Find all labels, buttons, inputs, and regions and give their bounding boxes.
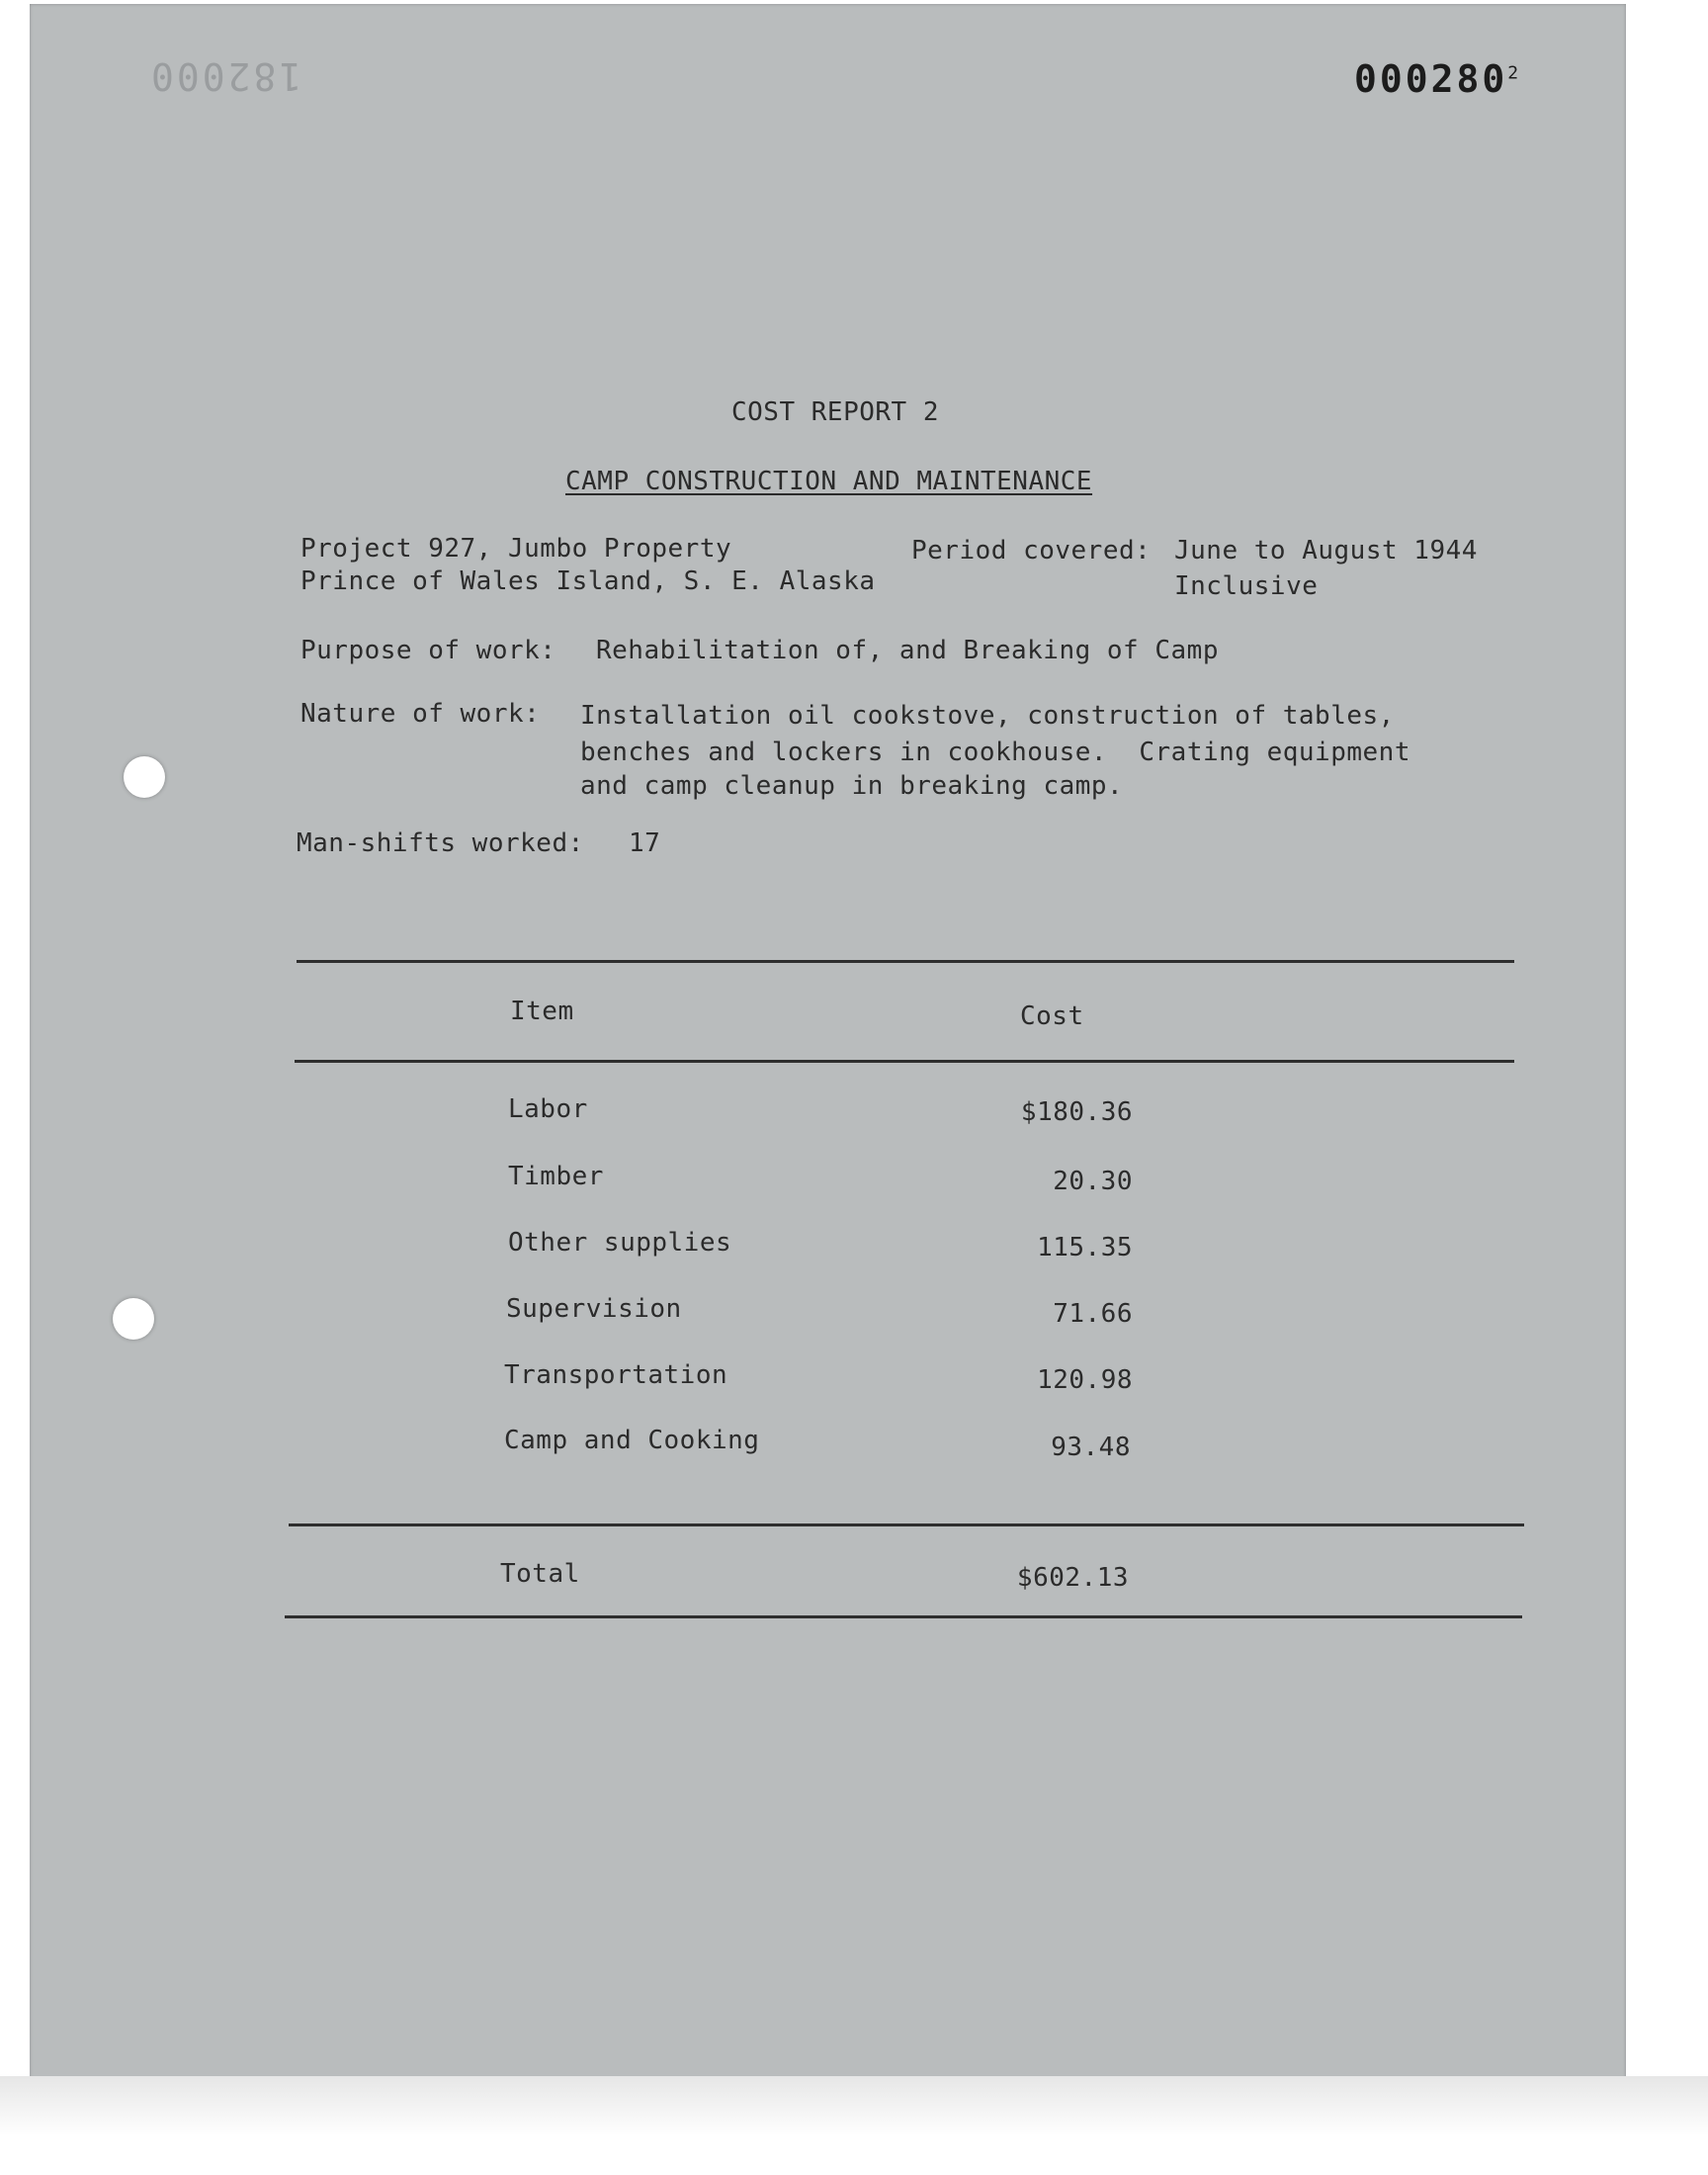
table-row-item: Transportation [504,1360,728,1390]
document-page [30,4,1626,2080]
report-title: COST REPORT 2 [731,397,939,427]
table-header-item: Item [510,997,574,1026]
bleed-through-number: 182000 [148,54,302,98]
man-shifts-value: 17 [629,828,661,858]
nature-line-3: and camp cleanup in breaking camp. [580,771,1124,801]
table-row-cost: $180.36 [1020,1097,1133,1127]
table-row-cost: 120.98 [1037,1365,1133,1395]
scan-margin [0,2076,1708,2135]
document-number [1354,57,1521,101]
period-value-2: Inclusive [1174,571,1319,601]
document-number-main: 000280 [1354,57,1508,101]
punch-hole-bottom [113,1298,154,1340]
project-line-1: Project 927, Jumbo Property [300,534,732,564]
table-row-item: Camp and Cooking [504,1426,760,1455]
table-row-item: Supervision [506,1294,682,1324]
table-top-rule [297,960,1514,963]
table-header-rule [295,1060,1514,1063]
table-row-cost: 71.66 [1053,1299,1133,1329]
total-label: Total [500,1559,580,1589]
table-row-cost: 93.48 [1051,1433,1131,1462]
table-bottom-rule [285,1615,1522,1618]
total-value: $602.13 [1016,1563,1129,1593]
table-row-item: Other supplies [508,1228,732,1258]
table-row-item: Labor [508,1094,588,1124]
nature-label: Nature of work: [300,699,541,729]
punch-hole-top [124,756,165,798]
project-line-2: Prince of Wales Island, S. E. Alaska [300,566,876,596]
nature-line-2: benches and lockers in cookhouse. Crating equipment [580,738,1410,767]
period-label: Period covered: [911,536,1152,566]
table-total-rule [289,1523,1524,1526]
man-shifts-label: Man-shifts worked: [297,828,584,858]
document-number-superscript: 2 [1507,62,1522,84]
table-row-cost: 115.35 [1037,1233,1133,1262]
period-value: June to August 1944 [1174,536,1478,566]
table-row-cost: 20.30 [1053,1167,1133,1196]
table-header-cost: Cost [1020,1001,1084,1031]
purpose-value: Rehabilitation of, and Breaking of Camp [596,636,1219,665]
nature-line-1: Installation oil cookstove, construction of tables, [580,701,1395,731]
purpose-label: Purpose of work: [300,636,556,665]
table-row-item: Timber [508,1162,604,1191]
report-subtitle: CAMP CONSTRUCTION AND MAINTENANCE [565,467,1093,496]
